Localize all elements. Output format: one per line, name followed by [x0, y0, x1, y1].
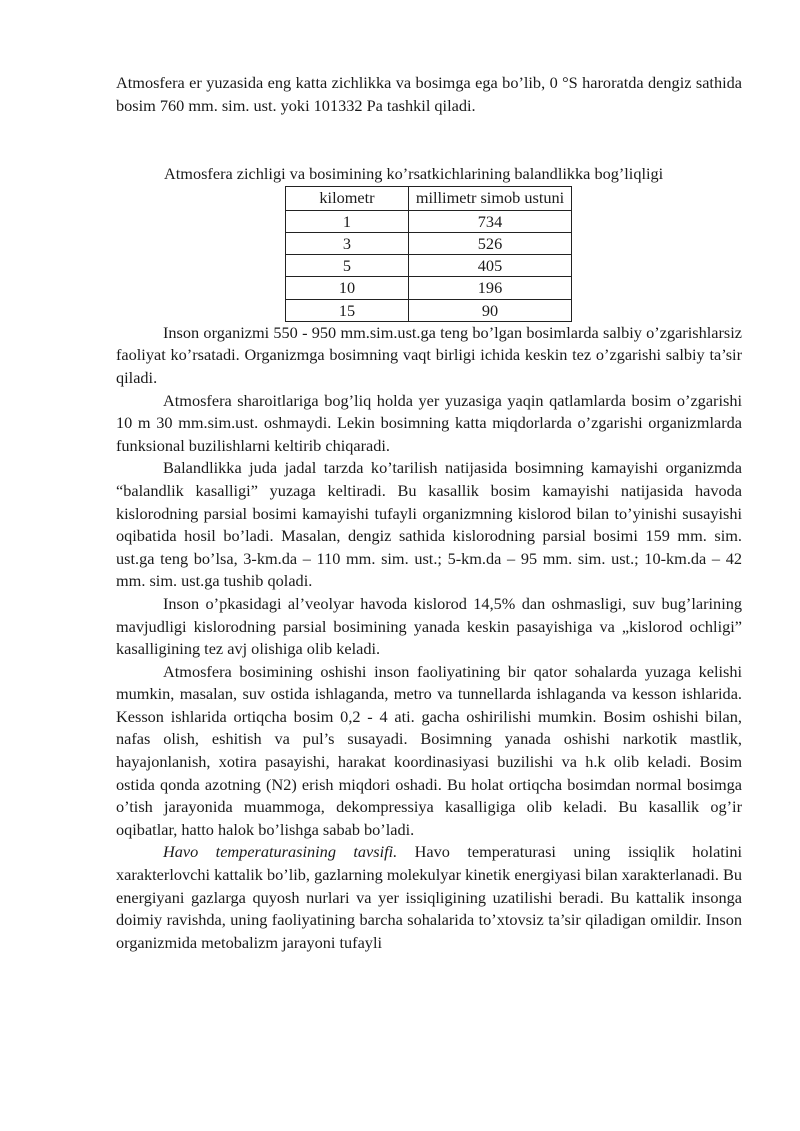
table-cell-altitude: 10: [286, 277, 409, 299]
table-caption: Atmosfera zichligi va bosimining ko’rsatkichlarining balandlikka bog’liqligi: [164, 164, 664, 184]
table-row: [286, 255, 572, 277]
italic-section-lead: Havo temperaturasining tavsifi.: [163, 842, 398, 862]
body-paragraph: Atmosfera sharoitlariga bog’liq holda yer yuzasiga yaqin qatlamlarda bosim o’zgarishi 10 m 30 mm.sim.ust. oshmaydi. Lekin bosimning katta miqdorlarda o’zgarishi organizmlarda funksional buzilishlarni keltirib chiqaradi.: [116, 390, 742, 455]
pressure-altitude-table: [285, 186, 572, 322]
column-header-kilometr: kilometr: [286, 186, 409, 210]
body-paragraph: Inson o’pkasidagi al’veolyar havoda kislorod 14,5% dan oshmasligi, suv bug’larining mavjudligi kislorodning parsial bosimining yanada keskin pasayishiga va „kislorod ochligi” kasalligining tez avj olishiga olib keladi.: [116, 593, 742, 659]
final-paragraph-text: Havo temperaturasi uning issiqlik holatini xarakterlovchi kattalik bo’lib, gazlarning molekulyar kinetik energiyasi bilan xarakterlanadi. Bu energiyani gazlarga quyosh nurlari va yer issiqligining uzatilishi beradi. Bu kattalik insonga doimiy ravishda, uning faoliyatining barcha sohalarida to’xtovsiz ta’sir qiladigan omildir. Inson organizmida metobalizm jarayoni tufayli: [116, 842, 743, 952]
table-cell-altitude: 1: [286, 210, 409, 232]
column-header-pressure: millimetr simob ustuni: [409, 186, 572, 210]
body-paragraph: Atmosfera bosimining oshishi inson faoliyatining bir qator sohalarda yuzaga kelishi mumkin, masalan, suv ostida ishlaganda, metro va tunnellarda ishlaganda va kesson ishlarida. Kesson ishlarida ortiqcha bosim 0,2 - 4 ati. gacha oshirilishi mumkin. Bosim oshishi bilan, nafas olish, eshitish va pul’s susayadi. Bosimning yanada oshishi narkotik mastlik, hayajonlanish, xotira pasayishi, harakat koordinasiyasi buzilishi va h.k olib keladi. Bosim ostida qonda azotning (N2) erish miqdori oshadi. Bu holat ortiqcha bosimdan normal bosimga o’tish jarayonida muammoga, dekompressiya kasalligiga olib keladi. Bu kasallik og’ir oqibatlar, hatto halok bo’lishga sabab bo’ladi.: [116, 661, 742, 839]
table-row: [286, 277, 572, 299]
body-paragraph: Inson organizmi 550 - 950 mm.sim.ust.ga teng bo’lgan bosimlarda salbiy o’zgarishlarsiz faoliyat ko’rsatadi. Organizmga bosimning vaqt birligi ichida keskin tez o’zgarishi salbiy ta’sir qiladi.: [116, 322, 742, 387]
table-cell-pressure: 405: [409, 255, 572, 277]
intro-paragraph: Atmosfera er yuzasida eng katta zichlikka va bosimga ega bo’lib, 0 °S haroratda dengiz sathida bosim 760 mm. sim. ust. yoki 101332 Pa tashkil qiladi.: [116, 73, 742, 115]
table-header-row: [286, 186, 572, 210]
table-cell-pressure: 734: [409, 210, 572, 232]
table-cell-altitude: 3: [286, 232, 409, 254]
body-paragraph-final: [116, 841, 742, 954]
table-cell-pressure: 90: [409, 299, 572, 321]
table-cell-pressure: 196: [409, 277, 572, 299]
table-row: [286, 299, 572, 321]
table-row: [286, 210, 572, 232]
document-page: [116, 72, 742, 954]
spacer: [116, 117, 742, 163]
table-cell-pressure: 526: [409, 232, 572, 254]
table-row: [286, 232, 572, 254]
table-cell-altitude: 15: [286, 299, 409, 321]
body-paragraph: Balandlikka juda jadal tarzda ko’tarilish natijasida bosimning kamayishi organizmda “balandlik kasalligi” yuzaga keltiradi. Bu kasallik bosim kamayishi natijasida havoda kislorodning parsial bosimi kamayishi tufayli organizmning kislorod bilan to’yinishi susayishi oqibatida hosil bo’ladi. Masalan, dengiz sathida kislorodning parsial bosimi 159 mm. sim. ust.ga teng bo’lsa, 3-km.da – 110 mm. sim. ust.; 5-km.da – 95 mm. sim. ust.; 10-km.da – 42 mm. sim. ust.ga tushib qoladi.: [116, 458, 742, 591]
table-cell-altitude: 5: [286, 255, 409, 277]
